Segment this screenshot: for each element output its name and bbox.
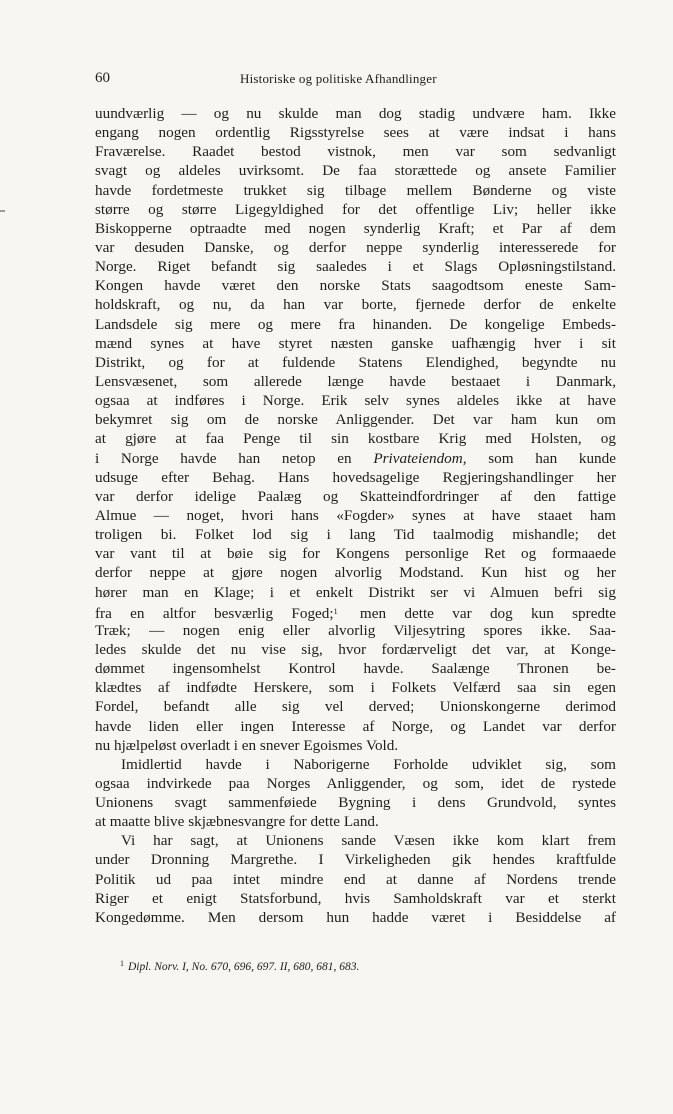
text-line: nu hjælpeløst overladt i en snever Egoismes Vold. <box>95 736 399 754</box>
text-line: Kongedømme. Men dersom hun hadde været i Besiddelse af <box>95 908 616 926</box>
text-line: havde fordetmeste trukket sig tilbage mellem Bønderne og viste <box>95 181 616 199</box>
text-line: derfor neppe at gjøre nogen alvorlig Modstand. Kun hist og her <box>95 564 616 582</box>
paragraph-start: Vi har sagt, at Unionens sande Væsen ikke kom klart frem <box>121 832 616 850</box>
text-line: var derfor idelige Paalæg og Skatteindfordringer af den fattige <box>95 487 616 505</box>
text-line: at maatte blive skjæbnesvangre for dette Land. <box>95 813 379 831</box>
text-line: Landsdele sig mere og mere fra hinanden. De kongelige Embeds- <box>95 315 616 333</box>
text-line: havde liden eller ingen Interesse af Norge, og Landet var derfor <box>95 717 616 735</box>
text-line: svagt og aldeles uvirksomt. De faa storættede og ansete Familier <box>95 162 616 180</box>
body-text <box>95 104 616 927</box>
text-line: uundværlig — og nu skulde man dog stadig undvære ham. Ikke <box>95 105 616 122</box>
text-line: under Dronning Margrethe. I Virkeligheden gik hendes kraftfulde <box>95 851 616 869</box>
footnote <box>120 959 359 973</box>
text-line: udsuge efter Behag. Hans hovedsagelige Regjeringshandlinger her <box>95 468 616 486</box>
text-line: ogsaa indvirkede paa Norges Anliggender, og som, idet de rystede <box>95 774 616 792</box>
text-line: Biskopperne optraadte med nogen synderlig Kraft; et Par af dem <box>95 219 616 237</box>
text-line: Distrikt, og for at fuldende Statens Elendighed, begyndte nu <box>95 353 616 371</box>
text-line: klædtes af indfødte Herskere, som i Folkets Velfærd saa sin egen <box>95 679 616 697</box>
text-line: Fraværelse. Raadet bestod vistnok, men var som sedvanligt <box>95 143 616 161</box>
text-line: Norge. Riget befandt sig saaledes i et Slags Opløsningstilstand. <box>95 258 616 276</box>
paragraph-start: Imidlertid havde i Naborigerne Forholde udviklet sig, som <box>121 755 616 773</box>
text-line: Riger et enigt Statsforbund, hvis Samholdskraft var et sterkt <box>95 889 616 907</box>
text-line: Kongen havde været den norske Stats saagodtsom eneste Sam- <box>95 277 616 295</box>
text-line-with-italic <box>95 449 616 468</box>
text-line: Almue — noget, hvori hans «Fogder» synes at have staaet ham <box>95 506 616 524</box>
text-line-with-footnote <box>95 602 616 621</box>
page-header <box>95 70 616 94</box>
text-line: var desuden Danske, og derfor neppe synderlig interesserede for <box>95 238 616 256</box>
text-segment: som han kunde <box>466 449 616 467</box>
text-line: Politik ud paa intet mindre end at danne af Nordens trende <box>95 870 616 888</box>
footnote-text: Dipl. Norv. I, No. 670, 696, 697. II, 680, 681, 683. <box>128 961 360 973</box>
text-line: troligen bi. Folket lod sig i lang Tid taalmodig mishandle; det <box>95 526 616 544</box>
text-segment: fra en altfor besværlig Foged; <box>95 604 334 621</box>
text-line: Lensvæsenet, som allerede længe havde bestaaet i Danmark, <box>95 372 616 390</box>
page-number: 60 <box>95 70 110 86</box>
text-line: ogsaa at indføres i Norge. Erik selv synes aldeles ikke at have <box>95 392 616 410</box>
text-line: var vant til at bøie sig for Kongens personlige Ret og formaaede <box>95 545 616 563</box>
footnote-reference[interactable]: 1 <box>333 606 338 616</box>
text-line: hører man en Klage; i et enkelt Distrikt ser vi Almuen befri sig <box>95 583 616 601</box>
text-segment: men dette var dog kun spredte <box>341 604 616 621</box>
footnote-mark: 1 <box>120 959 124 968</box>
text-line: Træk; — nogen enig eller alvorlig Viljesytring spores ikke. Saa- <box>95 621 616 639</box>
text-line: at gjøre at faa Penge til sin kostbare Krig med Holsten, og <box>95 430 616 448</box>
text-line: dømmet ingensomhelst Kontrol havde. Saalænge Thronen be- <box>95 660 616 678</box>
text-line: bekymret sig om de norske Anliggender. Det var ham kun om <box>95 411 616 429</box>
running-title: Historiske og politiske Afhandlinger <box>240 71 437 86</box>
text-line: holdskraft, og nu, da han var borte, fjernede derfor de enkelte <box>95 296 616 314</box>
text-line: Fordel, befandt alle sig vel derved; Unionskongerne derimod <box>95 698 616 716</box>
text-line: Unionens svagt sammenføiede Bygning i dens Grundvold, syntes <box>95 794 616 812</box>
italic-term: Privateiendom, <box>373 449 467 467</box>
text-line: større og større Ligegyldighed for det offentlige Liv; heller ikke <box>95 200 616 218</box>
margin-mark <box>0 210 5 212</box>
text-segment: i Norge havde han netop en <box>95 449 374 467</box>
text-line: engang nogen ordentlig Rigsstyrelse sees at være indsat i hans <box>95 124 616 142</box>
text-line: ledes skulde det nu vise sig, hvor fordærveligt det var, at Konge- <box>95 640 616 658</box>
text-line: mænd synes at have styret næsten ganske uafhængig hver i sit <box>95 334 616 352</box>
